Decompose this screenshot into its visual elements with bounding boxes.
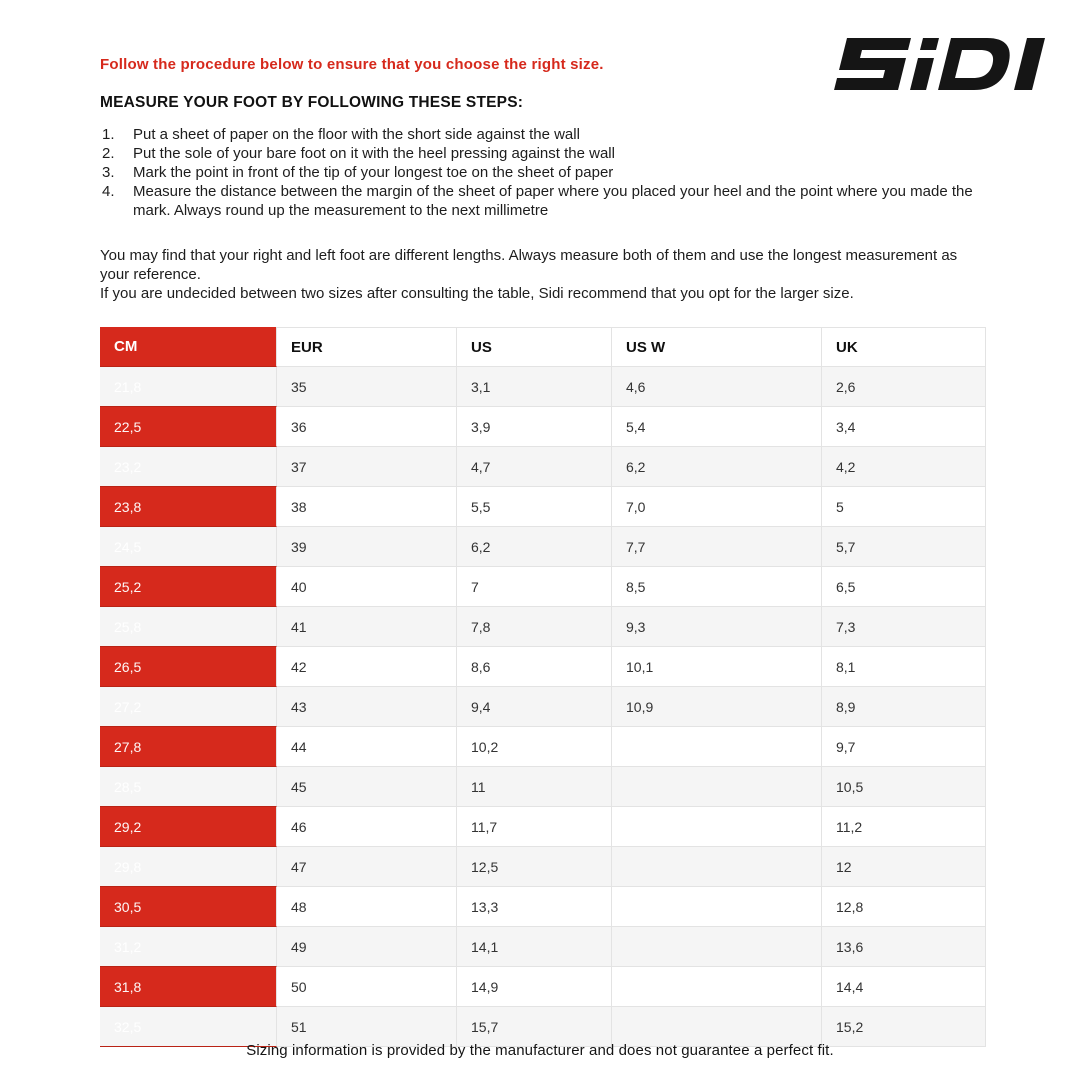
cell-cm: 29,8 (100, 847, 277, 887)
table-row (100, 767, 986, 807)
measurement-notes (100, 246, 986, 303)
table-row (100, 847, 986, 887)
step-text: Measure the distance between the margin of the sheet of paper where you placed your heel and the point where you made the mark. Always round up the measurement to the next millimetre (133, 183, 973, 219)
table-row (100, 607, 986, 647)
table-cell: 3,1 (457, 367, 612, 407)
table-row (100, 887, 986, 927)
main-content (100, 0, 986, 1047)
step-text: Put a sheet of paper on the floor with the short side against the wall (133, 126, 580, 143)
logo-letter-i2 (1014, 38, 1045, 90)
table-cell: 15,2 (822, 1007, 986, 1047)
table-cell: 10,9 (612, 687, 822, 727)
cell-cm: 32,5 (100, 1007, 277, 1047)
cell-cm: 21,8 (100, 367, 277, 407)
table-cell: 45 (277, 767, 457, 807)
column-header-us-w: US W (612, 327, 822, 367)
cell-cm: 31,2 (100, 927, 277, 967)
table-cell: 8,9 (822, 687, 986, 727)
step-text: Put the sole of your bare foot on it with the heel pressing against the wall (133, 145, 615, 162)
table-cell: 11,7 (457, 807, 612, 847)
table-cell: 11 (457, 767, 612, 807)
steps-list (100, 125, 986, 220)
note-measure-both-feet: You may find that your right and left foot are different lengths. Always measure both of them and use the longest measurement as your reference. (100, 247, 958, 283)
table-cell: 5,7 (822, 527, 986, 567)
table-cell: 9,3 (612, 607, 822, 647)
table-cell (612, 1007, 822, 1047)
table-row (100, 687, 986, 727)
table-cell: 9,4 (457, 687, 612, 727)
intro-instruction: Follow the procedure below to ensure that you choose the right size. (100, 56, 604, 73)
table-cell: 44 (277, 727, 457, 767)
table-cell: 12,8 (822, 887, 986, 927)
step-text: Mark the point in front of the tip of your longest toe on the sheet of paper (133, 164, 614, 181)
table-cell: 39 (277, 527, 457, 567)
table-cell: 7,0 (612, 487, 822, 527)
table-cell: 6,2 (457, 527, 612, 567)
table-cell (612, 767, 822, 807)
table-cell: 13,3 (457, 887, 612, 927)
table-row (100, 407, 986, 447)
table-cell: 8,5 (612, 567, 822, 607)
step-number: 4. (102, 183, 115, 200)
table-cell: 8,1 (822, 647, 986, 687)
table-row (100, 527, 986, 567)
cell-cm: 26,5 (100, 647, 277, 687)
table-row (100, 967, 986, 1007)
table-cell: 6,5 (822, 567, 986, 607)
footer-disclaimer: Sizing information is provided by the manufacturer and does not guarantee a perfect fit. (246, 1042, 834, 1059)
table-cell: 46 (277, 807, 457, 847)
table-cell: 35 (277, 367, 457, 407)
cell-cm: 31,8 (100, 967, 277, 1007)
table-cell: 10,1 (612, 647, 822, 687)
steps-heading: MEASURE YOUR FOOT BY FOLLOWING THESE STEPS: (100, 94, 524, 111)
step-number: 3. (102, 164, 115, 181)
table-cell: 6,2 (612, 447, 822, 487)
table-cell: 49 (277, 927, 457, 967)
cell-cm: 25,2 (100, 567, 277, 607)
table-row (100, 1007, 986, 1047)
table-cell: 12 (822, 847, 986, 887)
table-cell: 5,4 (612, 407, 822, 447)
cell-cm: 23,8 (100, 487, 277, 527)
table-cell: 10,5 (822, 767, 986, 807)
table-cell: 12,5 (457, 847, 612, 887)
table-cell: 36 (277, 407, 457, 447)
cell-cm: 29,2 (100, 807, 277, 847)
table-cell (612, 887, 822, 927)
table-cell (612, 727, 822, 767)
step-item (100, 144, 986, 163)
cell-cm: 28,5 (100, 767, 277, 807)
table-cell (612, 847, 822, 887)
step-item (100, 182, 986, 220)
note-undecided-size: If you are undecided between two sizes after consulting the table, Sidi recommend that you opt for the larger size. (100, 285, 854, 302)
table-cell: 38 (277, 487, 457, 527)
cell-cm: 23,2 (100, 447, 277, 487)
table-cell (612, 927, 822, 967)
table-cell: 5,5 (457, 487, 612, 527)
column-header-us: US (457, 327, 612, 367)
step-number: 1. (102, 126, 115, 143)
table-cell: 3,9 (457, 407, 612, 447)
cell-cm: 30,5 (100, 887, 277, 927)
size-table (100, 327, 986, 1047)
table-row (100, 807, 986, 847)
table-cell: 4,6 (612, 367, 822, 407)
table-cell: 5 (822, 487, 986, 527)
cell-cm: 25,8 (100, 607, 277, 647)
table-row (100, 447, 986, 487)
table-cell: 13,6 (822, 927, 986, 967)
table-cell: 9,7 (822, 727, 986, 767)
step-item (100, 163, 986, 182)
step-item (100, 125, 986, 144)
table-cell (612, 967, 822, 1007)
cell-cm: 24,5 (100, 527, 277, 567)
table-cell (612, 807, 822, 847)
table-cell: 4,2 (822, 447, 986, 487)
table-row (100, 487, 986, 527)
table-cell: 7,3 (822, 607, 986, 647)
table-row (100, 927, 986, 967)
table-cell: 47 (277, 847, 457, 887)
table-cell: 7 (457, 567, 612, 607)
table-cell: 15,7 (457, 1007, 612, 1047)
column-header-cm: CM (100, 327, 277, 367)
table-cell: 51 (277, 1007, 457, 1047)
table-cell: 7,8 (457, 607, 612, 647)
table-cell: 7,7 (612, 527, 822, 567)
table-cell: 41 (277, 607, 457, 647)
table-cell: 14,9 (457, 967, 612, 1007)
table-cell: 48 (277, 887, 457, 927)
table-cell: 14,4 (822, 967, 986, 1007)
table-cell: 2,6 (822, 367, 986, 407)
table-cell: 14,1 (457, 927, 612, 967)
table-row (100, 367, 986, 407)
column-header-uk: UK (822, 327, 986, 367)
cell-cm: 22,5 (100, 407, 277, 447)
table-cell: 42 (277, 647, 457, 687)
table-cell: 8,6 (457, 647, 612, 687)
size-table-header (100, 327, 986, 367)
table-cell: 40 (277, 567, 457, 607)
step-number: 2. (102, 145, 115, 162)
table-row (100, 647, 986, 687)
table-row (100, 567, 986, 607)
table-cell: 3,4 (822, 407, 986, 447)
cell-cm: 27,2 (100, 687, 277, 727)
table-cell: 4,7 (457, 447, 612, 487)
header-row (100, 327, 986, 367)
table-cell: 43 (277, 687, 457, 727)
table-cell: 11,2 (822, 807, 986, 847)
table-cell: 50 (277, 967, 457, 1007)
column-header-eur: EUR (277, 327, 457, 367)
table-row (100, 727, 986, 767)
table-cell: 10,2 (457, 727, 612, 767)
table-cell: 37 (277, 447, 457, 487)
cell-cm: 27,8 (100, 727, 277, 767)
size-table-body (100, 367, 986, 1047)
